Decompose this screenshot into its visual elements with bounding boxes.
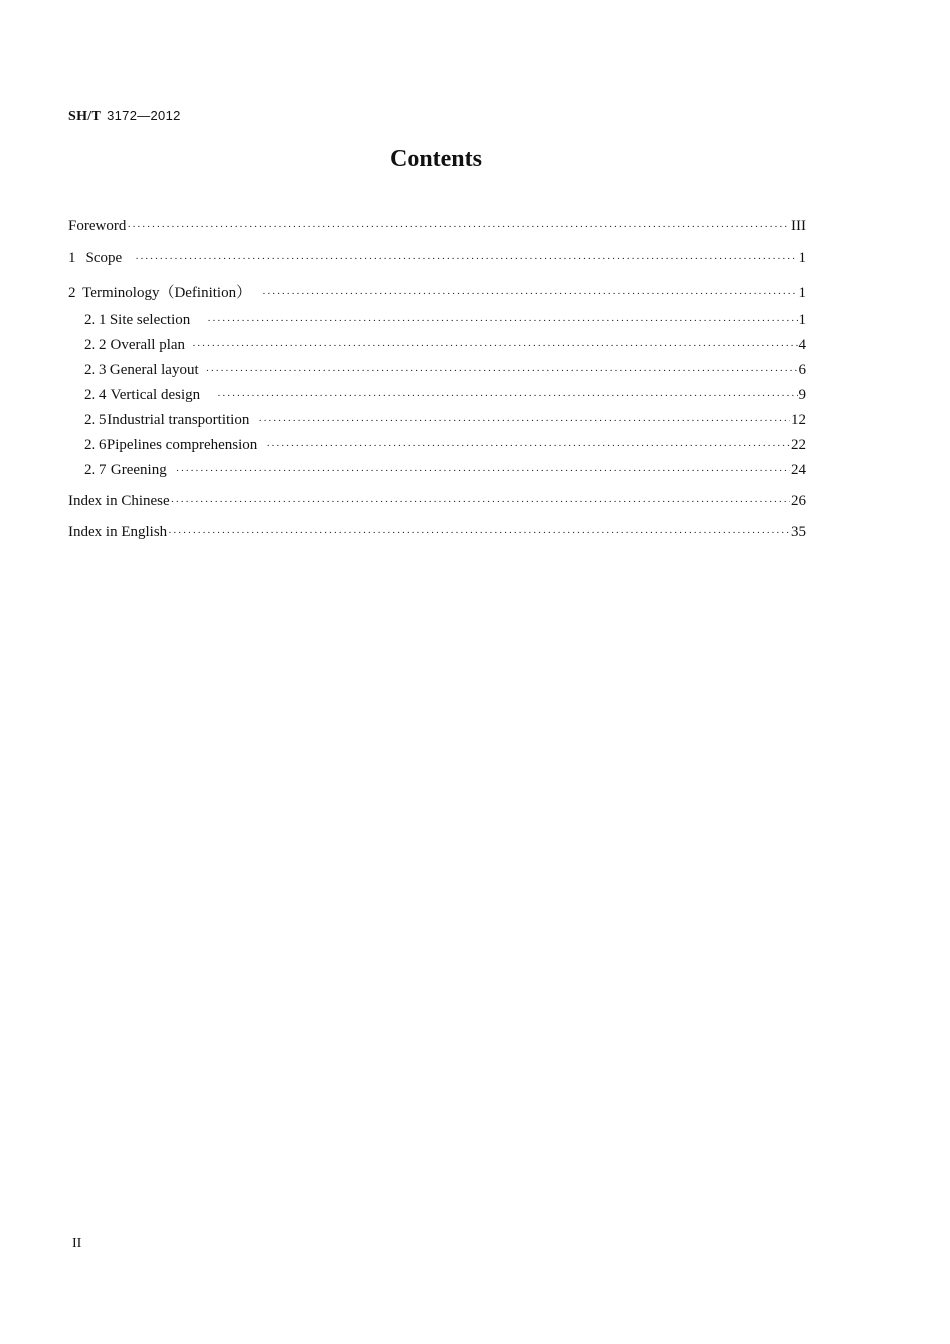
toc-entry-general-layout[interactable] [84, 362, 806, 382]
toc-entry-page: 1 [798, 250, 806, 266]
dot-leader [192, 340, 797, 352]
toc-entry-label: Index in Chinese [68, 493, 170, 509]
toc-entry-overall-plan[interactable] [84, 337, 806, 357]
standard-number: 3172—2012 [107, 108, 181, 123]
toc-entry-vertical-design[interactable] [84, 387, 806, 407]
dot-leader [171, 496, 790, 508]
toc-entry-greening[interactable] [84, 462, 806, 482]
toc-entry-number: 2. 3 [84, 362, 107, 378]
toc-entry-number: 2. 4 [84, 387, 107, 403]
dot-leader [207, 315, 797, 327]
toc-entry-number: 2. 1 [84, 312, 107, 328]
standard-prefix: SH/T [68, 109, 102, 124]
toc-entry-site-selection[interactable] [84, 312, 806, 332]
page-title: Contents [389, 146, 482, 172]
dot-leader [206, 365, 798, 377]
dot-leader [258, 415, 790, 427]
toc-entry-label: Scope [85, 250, 123, 266]
page-number: II [72, 1236, 82, 1251]
dot-leader [135, 253, 797, 265]
dot-leader [262, 288, 797, 300]
toc-entry-index-english[interactable] [68, 524, 806, 544]
toc-entry-page: 35 [791, 524, 806, 540]
toc-entry-page: 12 [791, 412, 806, 428]
toc-entry-label: Pipelines comprehension [106, 437, 258, 453]
toc-entry-index-chinese[interactable] [68, 493, 806, 513]
dot-leader [217, 390, 797, 402]
toc-entry-number: 2. 5 [84, 412, 107, 428]
toc-entry-number: 2 [68, 285, 76, 301]
toc-entry-label: Overall plan [110, 337, 186, 353]
dot-leader [127, 221, 790, 233]
toc-entry-pipelines-comprehension[interactable] [84, 437, 806, 457]
toc-entry-label: Foreword [68, 218, 127, 234]
toc-entry-scope[interactable] [68, 250, 806, 270]
toc-entry-label: General layout [109, 362, 199, 378]
toc-entry-number: 2. 7 [84, 462, 107, 478]
toc-entry-label: Industrial transportition [107, 412, 250, 428]
toc-entry-page: 1 [798, 312, 806, 328]
toc-entry-page: 26 [791, 493, 806, 509]
toc-entry-number: 1 [68, 250, 76, 266]
dot-leader [266, 440, 790, 452]
dot-leader [176, 465, 790, 477]
toc-entry-page: 22 [791, 437, 806, 453]
toc-entry-number: 2. 2 [84, 337, 107, 353]
toc-entry-page: 24 [791, 462, 806, 478]
toc-entry-page: 9 [798, 387, 806, 403]
toc-entry-label: Terminology（Definition） [82, 285, 252, 301]
toc-entry-label: Greening [110, 462, 167, 478]
toc-entry-page: III [791, 218, 806, 234]
toc-entry-page: 4 [798, 337, 806, 353]
toc-entry-terminology[interactable] [68, 281, 806, 301]
toc-entry-page: 1 [798, 285, 806, 301]
document-code [68, 108, 181, 125]
toc-entry-industrial-transportition[interactable] [84, 412, 806, 432]
toc-entry-page: 6 [798, 362, 806, 378]
toc-entry-foreword[interactable] [68, 218, 806, 238]
toc-entry-label: Site selection [109, 312, 191, 328]
toc-entry-label: Index in English [68, 524, 168, 540]
toc-entry-number: 2. 6 [84, 437, 107, 453]
toc-entry-label: Vertical design [110, 387, 201, 403]
dot-leader [168, 527, 790, 539]
